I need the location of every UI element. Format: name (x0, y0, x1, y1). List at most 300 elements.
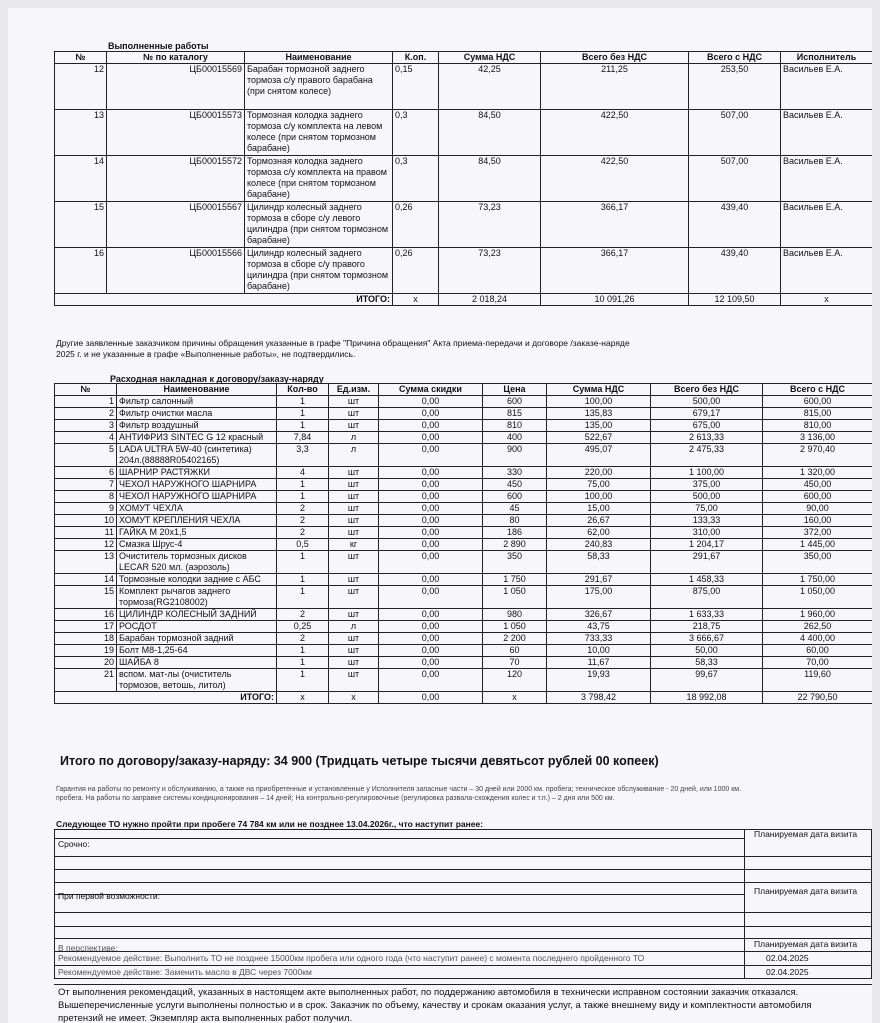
mat-cell-unit: шт (329, 657, 379, 669)
works-cell-performer: Васильев Е.А. (781, 248, 873, 294)
mat-cell-price: 600 (483, 491, 547, 503)
asap-label: При первой возможности: (58, 891, 161, 901)
mat-cell-no: 18 (55, 633, 117, 645)
mat-cell-price: 450 (483, 479, 547, 491)
materials-row (55, 609, 873, 621)
mat-cell-name: АНТИФРИЗ SINTEC G 12 красный (117, 432, 277, 444)
mat-cell-gross: 350,00 (763, 551, 873, 574)
works-cell-qty: 0,26 (393, 248, 439, 294)
works-total-vat: 2 018,24 (439, 294, 541, 306)
mat-cell-discount: 0,00 (379, 574, 483, 586)
mat-cell-gross: 372,00 (763, 527, 873, 539)
mat-total-price: x (483, 692, 547, 704)
mat-cell-vat: 135,00 (547, 420, 651, 432)
planned-date-label-1: Планируемая дата визита (754, 829, 858, 839)
mat-cell-unit: шт (329, 396, 379, 408)
mat-cell-name: вспом. мат-лы (очиститель тормозов, ветошь, литол) (117, 669, 277, 692)
mat-cell-name: Смазка Шрус-4 (117, 539, 277, 551)
mat-cell-no: 12 (55, 539, 117, 551)
mat-total-net: 18 992,08 (651, 692, 763, 704)
mat-cell-gross: 60,00 (763, 645, 873, 657)
mat-cell-gross: 3 136,00 (763, 432, 873, 444)
works-cell-performer: Васильев Е.А. (781, 110, 873, 156)
mat-cell-qty: 1 (277, 645, 329, 657)
mat-cell-qty: 0,5 (277, 539, 329, 551)
mat-cell-name: ЧЕХОЛ НАРУЖНОГО ШАРНИРА (117, 491, 277, 503)
mat-cell-price: 80 (483, 515, 547, 527)
mat-cell-unit: шт (329, 609, 379, 621)
mat-cell-price: 350 (483, 551, 547, 574)
mat-cell-unit: шт (329, 527, 379, 539)
materials-row (55, 621, 873, 633)
mat-cell-discount: 0,00 (379, 467, 483, 479)
materials-row (55, 467, 873, 479)
mat-cell-price: 900 (483, 444, 547, 467)
mat-cell-discount: 0,00 (379, 527, 483, 539)
mat-cell-no: 20 (55, 657, 117, 669)
mat-cell-price: 1 050 (483, 621, 547, 633)
mat-cell-gross: 810,00 (763, 420, 873, 432)
materials-row (55, 479, 873, 491)
works-cell-gross: 439,40 (689, 248, 781, 294)
mat-cell-no: 17 (55, 621, 117, 633)
mat-cell-price: 45 (483, 503, 547, 515)
mat-cell-net: 875,00 (651, 586, 763, 609)
mat-cell-name: Очиститель тормозных дисков LECAR 520 мл. (аэрозоль) (117, 551, 277, 574)
mat-cell-name: Фильтр воздушный (117, 420, 277, 432)
mat-cell-discount: 0,00 (379, 609, 483, 621)
mat-cell-discount: 0,00 (379, 551, 483, 574)
mat-cell-unit: л (329, 444, 379, 467)
mat-cell-name: Фильтр салонный (117, 396, 277, 408)
works-cell-no: 14 (55, 156, 107, 202)
mat-cell-vat: 240,83 (547, 539, 651, 551)
planned-date-label-2: Планируемая дата визита (754, 886, 858, 896)
materials-row (55, 669, 873, 692)
mat-cell-vat: 43,75 (547, 621, 651, 633)
mat-cell-unit: шт (329, 586, 379, 609)
mat-cell-qty: 1 (277, 551, 329, 574)
mat-cell-no: 5 (55, 444, 117, 467)
mat-cell-unit: шт (329, 467, 379, 479)
works-cell-qty: 0,15 (393, 64, 439, 110)
mat-cell-qty: 0,25 (277, 621, 329, 633)
works-total-qty: x (393, 294, 439, 306)
mat-total-vat: 3 798,42 (547, 692, 651, 704)
mat-cell-price: 330 (483, 467, 547, 479)
mat-cell-vat: 100,00 (547, 396, 651, 408)
mat-header-net: Всего без НДС (651, 384, 763, 396)
works-cell-vat: 73,23 (439, 202, 541, 248)
mat-cell-discount: 0,00 (379, 633, 483, 645)
mat-cell-vat: 175,00 (547, 586, 651, 609)
mat-cell-net: 500,00 (651, 396, 763, 408)
materials-row (55, 645, 873, 657)
next-service-note: Следующее ТО нужно пройти при пробеге 74 784 км или не позднее 13.04.2026г., что наступит ранее: (56, 819, 484, 829)
mat-cell-vat: 100,00 (547, 491, 651, 503)
mat-cell-qty: 1 (277, 408, 329, 420)
mat-cell-qty: 1 (277, 669, 329, 692)
mat-cell-no: 8 (55, 491, 117, 503)
mat-cell-vat: 326,67 (547, 609, 651, 621)
materials-total-row (55, 692, 873, 704)
materials-row (55, 539, 873, 551)
mat-cell-unit: шт (329, 574, 379, 586)
mat-cell-price: 70 (483, 657, 547, 669)
mat-cell-discount: 0,00 (379, 515, 483, 527)
mat-cell-vat: 10,00 (547, 645, 651, 657)
materials-row (55, 432, 873, 444)
mat-cell-qty: 4 (277, 467, 329, 479)
works-cell-net: 211,25 (541, 64, 689, 110)
works-cell-no: 16 (55, 248, 107, 294)
mat-cell-price: 186 (483, 527, 547, 539)
mat-cell-gross: 600,00 (763, 396, 873, 408)
materials-row (55, 633, 873, 645)
mat-cell-net: 133,33 (651, 515, 763, 527)
mat-cell-gross: 1 960,00 (763, 609, 873, 621)
works-header-catalog: № по каталогу (107, 52, 245, 64)
mat-header-gross: Всего с НДС (763, 384, 873, 396)
mat-cell-unit: шт (329, 515, 379, 527)
mat-cell-price: 60 (483, 645, 547, 657)
mat-cell-qty: 1 (277, 657, 329, 669)
mat-cell-vat: 58,33 (547, 551, 651, 574)
mat-header-name: Наименование (117, 384, 277, 396)
materials-row (55, 527, 873, 539)
mat-header-no: № (55, 384, 117, 396)
mat-cell-net: 500,00 (651, 491, 763, 503)
mat-cell-net: 99,67 (651, 669, 763, 692)
mat-cell-gross: 815,00 (763, 408, 873, 420)
mat-cell-unit: кг (329, 539, 379, 551)
mat-cell-qty: 2 (277, 609, 329, 621)
mat-cell-discount: 0,00 (379, 539, 483, 551)
mat-cell-discount: 0,00 (379, 645, 483, 657)
materials-table (54, 383, 872, 704)
mat-cell-no: 2 (55, 408, 117, 420)
works-cell-name: Цилиндр колесный заднего тормоза в сборе с/у левого цилиндра (при снятом тормозном барабане) (245, 202, 393, 248)
mat-cell-name: ГАЙКА М 20х1,5 (117, 527, 277, 539)
future-label: В перспективе: (58, 943, 118, 953)
mat-cell-name: ХОМУТ ЧЕХЛА (117, 503, 277, 515)
mat-cell-unit: л (329, 621, 379, 633)
mat-cell-gross: 600,00 (763, 491, 873, 503)
mat-header-price: Цена (483, 384, 547, 396)
works-cell-name: Тормозная колодка заднего тормоза с/у комплекта на левом колесе (при снятом тормозном барабане) (245, 110, 393, 156)
mat-cell-name: Барабан тормозной задний (117, 633, 277, 645)
mat-cell-net: 291,67 (651, 551, 763, 574)
mat-cell-no: 21 (55, 669, 117, 692)
works-cell-net: 366,17 (541, 202, 689, 248)
mat-cell-qty: 2 (277, 503, 329, 515)
mat-cell-name: Тормозные колодки задние с АБС (117, 574, 277, 586)
works-total-net: 10 091,26 (541, 294, 689, 306)
materials-row (55, 444, 873, 467)
mat-cell-discount: 0,00 (379, 479, 483, 491)
mat-cell-discount: 0,00 (379, 396, 483, 408)
mat-cell-no: 19 (55, 645, 117, 657)
mat-cell-unit: шт (329, 669, 379, 692)
mat-header-discount: Сумма скидки (379, 384, 483, 396)
mat-cell-qty: 1 (277, 479, 329, 491)
mat-cell-no: 14 (55, 574, 117, 586)
claims-note: Другие заявленные заказчиком причины обращения указанные в графе "Причина обращения" Акта приема-передачи и договоре /заказе-наряде 2025 г. и не указанные в графе «Выполненные работы», не подтвердились. (56, 338, 630, 359)
materials-row (55, 408, 873, 420)
materials-row (55, 657, 873, 669)
mat-cell-net: 1 100,00 (651, 467, 763, 479)
mat-cell-name: Болт М8-1,25-64 (117, 645, 277, 657)
mat-cell-unit: шт (329, 645, 379, 657)
works-cell-qty: 0,3 (393, 156, 439, 202)
mat-cell-vat: 15,00 (547, 503, 651, 515)
works-cell-catalog: ЦБ00015567 (107, 202, 245, 248)
mat-cell-price: 2 890 (483, 539, 547, 551)
mat-cell-vat: 26,67 (547, 515, 651, 527)
mat-cell-unit: шт (329, 479, 379, 491)
works-cell-catalog: ЦБ00015572 (107, 156, 245, 202)
mat-cell-net: 375,00 (651, 479, 763, 491)
recommendation-1-text: Рекомендуемое действие: Выполнить ТО не позднее 15000км пробега или одного года (что наступит ранее) с момента последнего пройденного ТО (58, 953, 645, 963)
works-cell-net: 422,50 (541, 110, 689, 156)
works-cell-vat: 42,25 (439, 64, 541, 110)
mat-cell-net: 2 475,33 (651, 444, 763, 467)
mat-cell-price: 120 (483, 669, 547, 692)
mat-cell-gross: 2 970,40 (763, 444, 873, 467)
urgent-label: Срочно: (58, 839, 90, 849)
works-row (55, 110, 873, 156)
mat-cell-no: 11 (55, 527, 117, 539)
mat-cell-price: 815 (483, 408, 547, 420)
materials-row (55, 491, 873, 503)
works-row (55, 248, 873, 294)
mat-cell-net: 218,75 (651, 621, 763, 633)
mat-cell-discount: 0,00 (379, 408, 483, 420)
mat-cell-vat: 19,93 (547, 669, 651, 692)
works-cell-gross: 439,40 (689, 202, 781, 248)
mat-total-unit: x (329, 692, 379, 704)
mat-cell-name: ЦИЛИНДР КОЛЕСНЫЙ ЗАДНИЙ (117, 609, 277, 621)
mat-cell-net: 3 666,67 (651, 633, 763, 645)
mat-header-unit: Ед.изм. (329, 384, 379, 396)
mat-cell-price: 600 (483, 396, 547, 408)
mat-cell-discount: 0,00 (379, 657, 483, 669)
order-total: Итого по договору/заказу-наряду: 34 900 (Тридцать четыре тысячи девятьсот рублей 00 копеек) (60, 754, 659, 768)
mat-cell-name: Комплект рычагов заднего тормоза(RG2108002) (117, 586, 277, 609)
works-cell-performer: Васильев Е.А. (781, 156, 873, 202)
mat-cell-qty: 1 (277, 491, 329, 503)
mat-cell-net: 58,33 (651, 657, 763, 669)
works-total-performer: x (781, 294, 873, 306)
mat-cell-gross: 450,00 (763, 479, 873, 491)
works-cell-no: 15 (55, 202, 107, 248)
mat-cell-gross: 1 320,00 (763, 467, 873, 479)
works-cell-net: 422,50 (541, 156, 689, 202)
mat-cell-gross: 90,00 (763, 503, 873, 515)
mat-cell-no: 16 (55, 609, 117, 621)
mat-cell-gross: 119,60 (763, 669, 873, 692)
works-total-row (55, 294, 873, 306)
mat-cell-name: ШАРНИР РАСТЯЖКИ (117, 467, 277, 479)
mat-cell-price: 2 200 (483, 633, 547, 645)
materials-row (55, 396, 873, 408)
works-cell-name: Цилиндр колесный заднего тормоза в сборе с/у правого цилиндра (при снятом тормозном барабане) (245, 248, 393, 294)
mat-cell-qty: 1 (277, 396, 329, 408)
works-header-no: № (55, 52, 107, 64)
mat-cell-discount: 0,00 (379, 491, 483, 503)
mat-cell-no: 10 (55, 515, 117, 527)
mat-cell-no: 3 (55, 420, 117, 432)
works-cell-gross: 507,00 (689, 110, 781, 156)
mat-cell-gross: 160,00 (763, 515, 873, 527)
mat-header-vat: Сумма НДС (547, 384, 651, 396)
works-header-net: Всего без НДС (541, 52, 689, 64)
mat-cell-discount: 0,00 (379, 586, 483, 609)
act-page (8, 8, 872, 1023)
mat-cell-vat: 75,00 (547, 479, 651, 491)
mat-cell-discount: 0,00 (379, 621, 483, 633)
mat-cell-discount: 0,00 (379, 669, 483, 692)
mat-cell-qty: 1 (277, 586, 329, 609)
works-total-label: ИТОГО: (55, 294, 393, 306)
planned-date-label-3: Планируемая дата визита (754, 939, 858, 949)
mat-cell-vat: 11,67 (547, 657, 651, 669)
mat-cell-net: 1 204,17 (651, 539, 763, 551)
works-cell-catalog: ЦБ00015569 (107, 64, 245, 110)
mat-cell-price: 400 (483, 432, 547, 444)
mat-header-qty: Кол-во (277, 384, 329, 396)
mat-cell-net: 50,00 (651, 645, 763, 657)
mat-cell-unit: шт (329, 503, 379, 515)
works-cell-name: Тормозная колодка заднего тормоза с/у комплекта на правом колесе (при снятом тормозном барабане) (245, 156, 393, 202)
mat-cell-qty: 1 (277, 574, 329, 586)
mat-cell-gross: 1 445,00 (763, 539, 873, 551)
mat-total-qty: x (277, 692, 329, 704)
mat-cell-name: ХОМУТ КРЕПЛЕНИЯ ЧЕХЛА (117, 515, 277, 527)
mat-cell-unit: шт (329, 420, 379, 432)
recommendations-grid (54, 829, 872, 979)
mat-cell-vat: 135,83 (547, 408, 651, 420)
works-cell-qty: 0,3 (393, 110, 439, 156)
mat-cell-no: 4 (55, 432, 117, 444)
works-cell-performer: Васильев Е.А. (781, 202, 873, 248)
works-cell-net: 366,17 (541, 248, 689, 294)
works-cell-catalog: ЦБ00015573 (107, 110, 245, 156)
mat-total-label: ИТОГО: (55, 692, 277, 704)
works-header-vat: Сумма НДС (439, 52, 541, 64)
mat-cell-net: 75,00 (651, 503, 763, 515)
works-header-performer: Исполнитель (781, 52, 873, 64)
mat-cell-name: ЧЕХОЛ НАРУЖНОГО ШАРНИРА (117, 479, 277, 491)
mat-cell-qty: 2 (277, 515, 329, 527)
mat-cell-qty: 2 (277, 527, 329, 539)
mat-cell-vat: 495,07 (547, 444, 651, 467)
mat-cell-gross: 1 050,00 (763, 586, 873, 609)
recommendation-2-text: Рекомендуемое действие: Заменить масло в ДВС через 7000км (58, 967, 312, 977)
materials-row (55, 515, 873, 527)
mat-cell-gross: 4 400,00 (763, 633, 873, 645)
works-row (55, 156, 873, 202)
mat-cell-qty: 7,84 (277, 432, 329, 444)
mat-cell-price: 980 (483, 609, 547, 621)
mat-cell-net: 1 633,33 (651, 609, 763, 621)
mat-cell-qty: 2 (277, 633, 329, 645)
mat-cell-vat: 220,00 (547, 467, 651, 479)
works-total-gross: 12 109,50 (689, 294, 781, 306)
mat-cell-vat: 733,33 (547, 633, 651, 645)
mat-cell-unit: шт (329, 491, 379, 503)
materials-row (55, 551, 873, 574)
mat-cell-unit: шт (329, 551, 379, 574)
mat-cell-gross: 262,50 (763, 621, 873, 633)
mat-cell-no: 13 (55, 551, 117, 574)
mat-cell-unit: шт (329, 633, 379, 645)
works-row (55, 202, 873, 248)
mat-total-discount: 0,00 (379, 692, 483, 704)
works-cell-name: Барабан тормозной заднего тормоза с/у правого барабана (при снятом колесе) (245, 64, 393, 110)
works-section-title: Выполненные работы (108, 41, 209, 51)
recommendation-1-date: 02.04.2025 (766, 953, 809, 963)
mat-cell-name: РОСДОТ (117, 621, 277, 633)
works-header-qty: К.оп. (393, 52, 439, 64)
mat-cell-gross: 1 750,00 (763, 574, 873, 586)
works-cell-vat: 84,50 (439, 110, 541, 156)
mat-cell-unit: л (329, 432, 379, 444)
works-cell-no: 13 (55, 110, 107, 156)
recommendation-2-date: 02.04.2025 (766, 967, 809, 977)
materials-section-title: Расходная накладная к договору/заказу-наряду (110, 374, 324, 384)
works-header-gross: Всего с НДС (689, 52, 781, 64)
mat-cell-price: 1 750 (483, 574, 547, 586)
works-cell-vat: 73,23 (439, 248, 541, 294)
mat-cell-no: 7 (55, 479, 117, 491)
mat-cell-no: 15 (55, 586, 117, 609)
mat-cell-name: LADA ULTRA 5W-40 (синтетика) 204л.(88888R05402165) (117, 444, 277, 467)
materials-row (55, 503, 873, 515)
materials-row (55, 574, 873, 586)
works-cell-qty: 0,26 (393, 202, 439, 248)
mat-cell-no: 9 (55, 503, 117, 515)
mat-cell-vat: 522,67 (547, 432, 651, 444)
works-header-name: Наименование (245, 52, 393, 64)
works-cell-catalog: ЦБ00015566 (107, 248, 245, 294)
works-row (55, 64, 873, 110)
works-cell-no: 12 (55, 64, 107, 110)
works-cell-performer: Васильев Е.А. (781, 64, 873, 110)
mat-cell-gross: 70,00 (763, 657, 873, 669)
mat-cell-no: 6 (55, 467, 117, 479)
mat-cell-net: 2 613,33 (651, 432, 763, 444)
mat-cell-net: 1 458,33 (651, 574, 763, 586)
mat-cell-discount: 0,00 (379, 420, 483, 432)
warranty-note: Гарантия на работы по ремонту и обслуживанию, а также на приобретенные и установленные у Исполнителя запасные части – 30 дней или 2000 км. пробега; техническое обслуживание - 20 дней, или 1000 км. пробега. На работы по заправке системы кондиционирования – 14 дней; На контрольно-регулировочные (регулировка развала-схождения колес и т.п.) – 2 дня или 500 км. (56, 786, 742, 802)
mat-cell-price: 810 (483, 420, 547, 432)
works-cell-gross: 253,50 (689, 64, 781, 110)
mat-cell-vat: 62,00 (547, 527, 651, 539)
mat-cell-no: 1 (55, 396, 117, 408)
mat-cell-net: 679,17 (651, 408, 763, 420)
mat-cell-discount: 0,00 (379, 444, 483, 467)
mat-total-gross: 22 790,50 (763, 692, 873, 704)
works-cell-vat: 84,50 (439, 156, 541, 202)
mat-cell-discount: 0,00 (379, 432, 483, 444)
works-table (54, 51, 872, 306)
mat-cell-net: 310,00 (651, 527, 763, 539)
mat-cell-name: ШАЙБА 8 (117, 657, 277, 669)
mat-cell-unit: шт (329, 408, 379, 420)
footer-statement: От выполнения рекомендаций, указанных в настоящем акте выполненных работ, по поддержанию автомобиля в технически исправном состоянии заказчик отказался. Вышеперечисленные услуги выполнены полностью и в срок. Заказчик по объему, качеству и срокам оказания услуг, а также внешнему виду и комплектности автомобиля претензий не имеет. Экземпляр акта выполненных работ получил. (58, 987, 812, 1023)
works-cell-gross: 507,00 (689, 156, 781, 202)
